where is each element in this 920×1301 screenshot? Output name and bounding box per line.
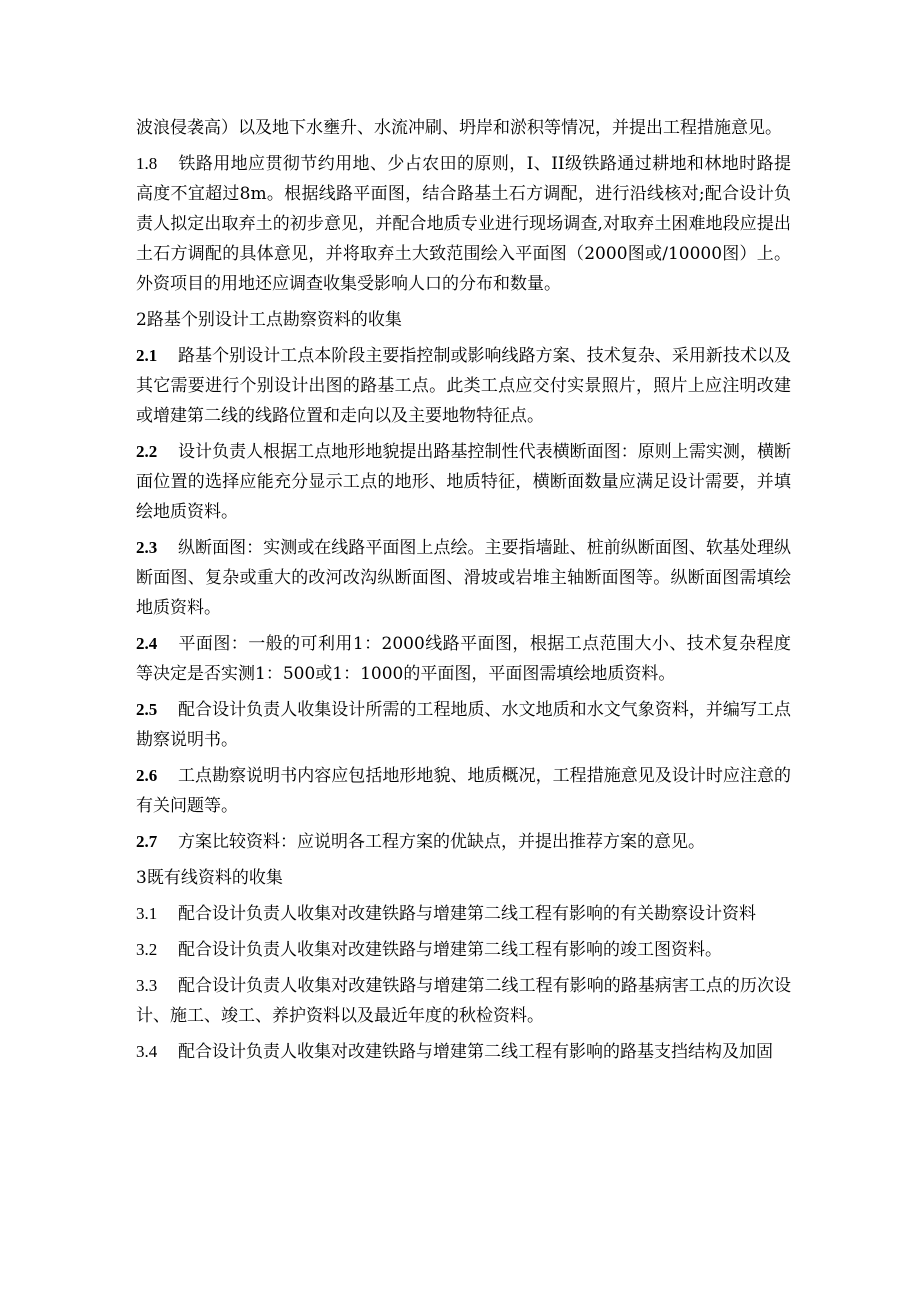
clause-number: 3.2 (136, 940, 158, 959)
clause-2-5 (136, 695, 791, 755)
clause-text: 纵断面图：实测或在线路平面图上点绘。主要指墙趾、桩前纵断面图、软基处理纵断面图、复杂或重大的改河改沟纵断面图、滑坡或岩堆主轴断面图等。纵断面图需填绘地质资料。 (136, 538, 791, 618)
clause-2-7 (136, 827, 791, 857)
section-2-heading: 2路基个别设计工点勘察资料的收集 (136, 310, 402, 330)
clause-text: 配合设计负责人收集对改建铁路与增建第二线工程有影响的有关勘察设计资料 (178, 904, 756, 924)
clause-number: 2.4 (136, 634, 158, 653)
clause-3-2 (136, 935, 791, 965)
document-body (136, 113, 791, 1073)
clause-number: 3.4 (136, 1042, 158, 1061)
clause-3-3 (136, 971, 791, 1031)
clause-2-1 (136, 341, 791, 431)
clause-number: 2.3 (136, 538, 158, 557)
clause-1-8 (136, 149, 791, 299)
continuation-paragraph: 波浪侵袭高）以及地下水壅升、水流冲刷、坍岸和淤积等情况，并提出工程措施意见。 (136, 118, 782, 138)
clause-text: 配合设计负责人收集设计所需的工程地质、水文地质和水文气象资料，并编写工点勘察说明书。 (136, 700, 791, 750)
clause-text: 路基个别设计工点本阶段主要指控制或影响线路方案、技术复杂、采用新技术以及其它需要进行个别设计出图的路基工点。此类工点应交付实景照片，照片上应注明改建或增建第二线的线路位置和走向以及主要地物特征点。 (136, 346, 791, 426)
clause-number: 2.5 (136, 700, 158, 719)
clause-number: 3.3 (136, 976, 158, 995)
clause-text: 平面图：一般的可利用1：2000线路平面图，根据工点范围大小、技术复杂程度等决定是否实测1：500或1：1000的平面图，平面图需填绘地质资料。 (136, 634, 791, 684)
clause-number: 2.6 (136, 766, 158, 785)
clause-2-4 (136, 629, 791, 689)
clause-2-3 (136, 533, 791, 623)
clause-number: 2.1 (136, 346, 158, 365)
clause-text: 方案比较资料：应说明各工程方案的优缺点，并提出推荐方案的意见。 (178, 832, 705, 852)
clause-3-4 (136, 1037, 791, 1067)
clause-text: 配合设计负责人收集对改建铁路与增建第二线工程有影响的路基病害工点的历次设计、施工、竣工、养护资料以及最近年度的秋检资料。 (136, 976, 791, 1026)
clause-number: 1.8 (136, 154, 158, 173)
section-3-heading: 3既有线资料的收集 (136, 868, 283, 888)
clause-text: 配合设计负责人收集对改建铁路与增建第二线工程有影响的路基支挡结构及加固 (178, 1042, 773, 1062)
clause-text: 配合设计负责人收集对改建铁路与增建第二线工程有影响的竣工图资料。 (178, 940, 722, 960)
clause-2-2 (136, 437, 791, 527)
clause-text: 工点勘察说明书内容应包括地形地貌、地质概况，工程措施意见及设计时应注意的有关问题等。 (136, 766, 791, 816)
clause-3-1 (136, 899, 791, 929)
clause-text: 设计负责人根据工点地形地貌提出路基控制性代表横断面图：原则上需实测，横断面位置的选择应能充分显示工点的地形、地质特征，横断面数量应满足设计需要，并填绘地质资料。 (136, 442, 791, 522)
clause-number: 2.2 (136, 442, 158, 461)
clause-number: 2.7 (136, 832, 158, 851)
clause-text: 铁路用地应贯彻节约用地、少占农田的原则，I、II级铁路通过耕地和林地时路提高度不宜超过8m。根据线路平面图，结合路基土石方调配，进行沿线核对;配合设计负责人拟定出取弃土的初步意见，并配合地质专业进行现场调查,对取弃土困难地段应提出土石方调配的具体意见，并将取弃土大致范围绘入平面图（2000图或/10000图）上。外资项目的用地还应调查收集受影响人口的分布和数量。 (136, 154, 791, 294)
clause-2-6 (136, 761, 791, 821)
clause-number: 3.1 (136, 904, 158, 923)
